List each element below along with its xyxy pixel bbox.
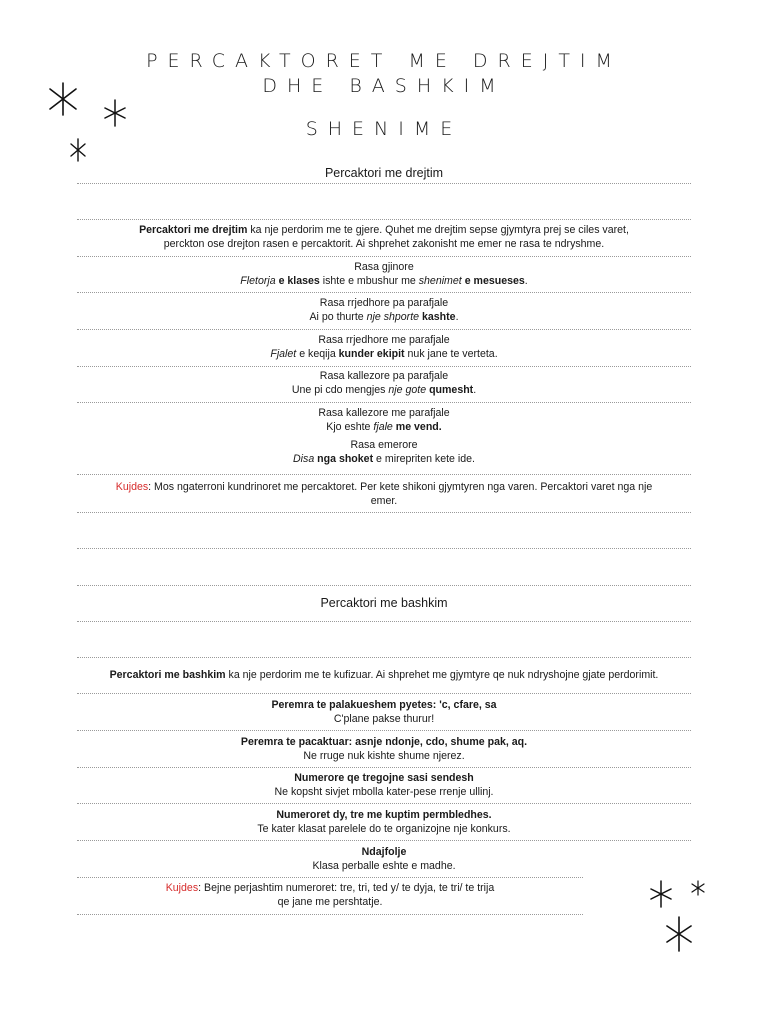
example-rasa-gjinore: Rasa gjinore Fletorja e klases ishte e mbushur me shenimet e mesueses. [240,261,528,287]
page-subtitle: SHENIME [305,118,463,140]
dotted-divider [77,219,691,220]
sparkle-icon [691,880,705,896]
dotted-divider [77,512,691,513]
note-label: Kujdes [165,882,199,894]
dotted-divider [77,366,691,367]
dotted-divider [77,730,691,731]
definition-drejtim: Percaktori me drejtim ka nje perdorim me te gjere. Quhet me drejtim sepse gjymtyra prej se ciles varet, perckton ose drejton rasen e percaktorit. Ai shprehet zakonisht me emer ne rasa te ndryshme. [139,224,629,250]
dotted-divider [77,474,691,475]
dotted-divider [77,292,691,293]
dotted-divider [77,767,691,768]
example-kallezore-me: Rasa kallezore me parafjale Kjo eshte fjale me vend. [318,407,450,433]
sparkle-icon [104,99,126,127]
term-bold: Percaktori me drejtim [139,224,248,236]
dotted-divider [77,402,691,403]
page-title-line-2: DHE BASHKIM [262,75,506,97]
dotted-divider [77,621,691,622]
example-numeroret-permbledhes: Numeroret dy, tre me kuptim permbledhes. Te kater klasat parelele do te organizojne nje konkurs. [257,809,511,835]
dotted-divider [77,183,691,184]
example-emerore: Rasa emerore Disa nga shoket e mirepriten kete ide. [293,439,475,465]
note-bashkim: Kujdes: Bejne perjashtim numeroret: tre, tri, ted y/ te dyja, te tri/ te trija qe jane me pershtatje. [165,882,495,908]
dotted-divider [77,693,691,694]
example-peremra-pyetes: Peremra te palakueshem pyetes: 'c, cfare, sa C'plane pakse thurur! [271,699,497,725]
term-bold: Percaktori me bashkim [109,669,226,681]
example-peremra-pacaktuar: Peremra te pacaktuar: asnje ndonje, cdo, shume pak, aq. Ne rruge nuk kishte shume njerez. [240,736,528,762]
example-rrjedhore-pa: Rasa rrjedhore pa parafjale Ai po thurte nje shporte kashte. [309,297,459,323]
dotted-divider [77,256,691,257]
note-label: Kujdes [115,481,149,493]
example-ndajfolje: Ndajfolje Klasa perballe eshte e madhe. [312,846,456,872]
sparkle-icon [70,138,86,162]
dotted-divider [77,548,691,549]
definition-bashkim: Percaktori me bashkim ka nje perdorim me te kufizuar. Ai shprehet me gjymtyre qe nuk ndryshojne gjate perdorimit. [109,669,659,681]
dotted-divider [77,657,691,658]
example-rrjedhore-me: Rasa rrjedhore me parafjale Fjalet e keqija kunder ekipit nuk jane te verteta. [270,334,498,360]
section-heading-bashkim: Percaktori me bashkim [320,596,448,610]
dotted-divider [77,329,691,330]
dotted-divider [77,840,691,841]
sparkle-icon [48,82,78,116]
dotted-divider [77,585,691,586]
example-kallezore-pa: Rasa kallezore pa parafjale Une pi cdo mengjes nje gote qumesht. [291,370,477,396]
sparkle-icon [650,880,672,908]
example-numerore-sasi: Numerore qe tregojne sasi sendesh Ne kopsht sivjet mbolla kater-pese rrenje ullinj. [274,772,494,798]
sparkle-icon [666,916,692,952]
dotted-divider [77,803,691,804]
dotted-divider [77,877,583,878]
page-title-line-1: PERCAKTORET ME DREJTIM [146,50,622,72]
note-drejtim: Kujdes: Mos ngaterroni kundrinoret me percaktoret. Per kete shikoni gjymtyren nga varen. Percaktori varet nga nje emer. [115,481,653,507]
dotted-divider [77,914,583,915]
section-heading-drejtim: Percaktori me drejtim [324,166,444,180]
